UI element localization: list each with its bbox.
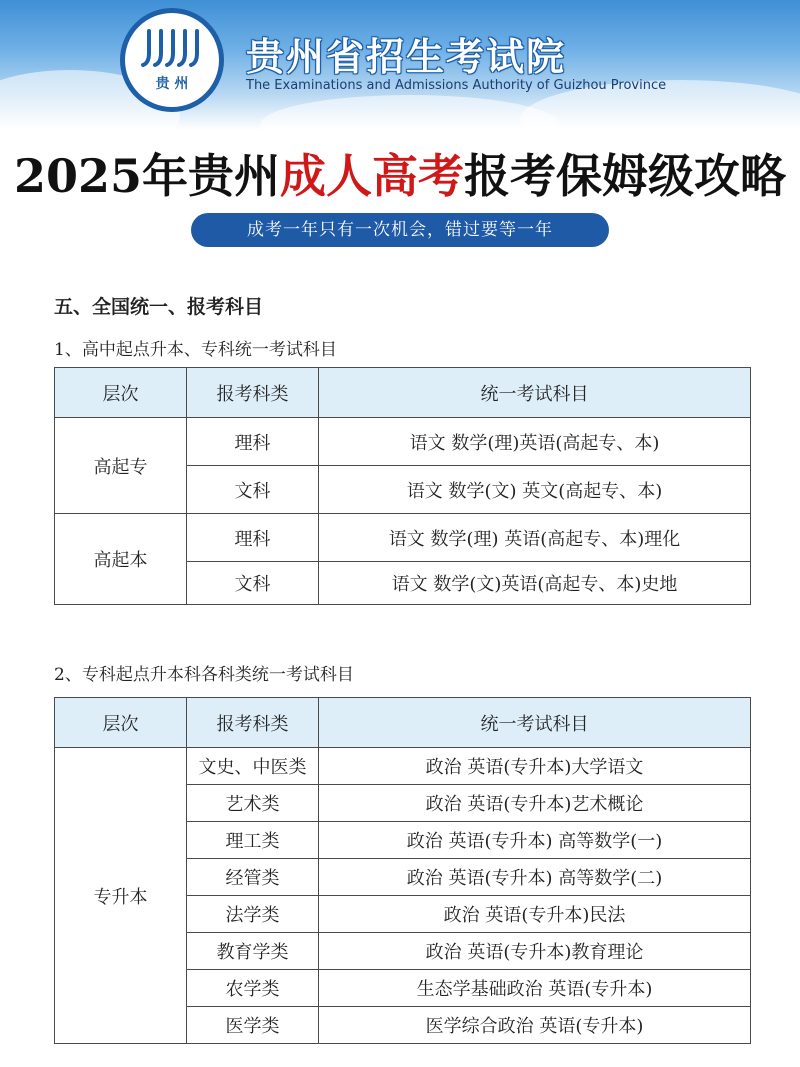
level-cell: 高起专 [55, 418, 187, 514]
title-part-1: 2025年贵州 [13, 149, 281, 203]
category-cell: 理科 [187, 418, 319, 466]
subjects-cell: 医学综合政治 英语(专升本) [319, 1007, 751, 1044]
level-cell: 高起本 [55, 514, 187, 605]
table-row [55, 418, 751, 466]
table2-caption: 2、专科起点升本科各科类统一考试科目 [54, 665, 354, 685]
subjects-cell: 政治 英语(专升本)艺术概论 [319, 785, 751, 822]
org-logo [120, 8, 224, 112]
logo-city-text: 贵 州 [155, 76, 189, 92]
subjects-cell: 生态学基础政治 英语(专升本) [319, 970, 751, 1007]
category-cell: 经管类 [187, 859, 319, 896]
page-title [0, 140, 800, 206]
category-cell: 法学类 [187, 896, 319, 933]
org-name-cn: 贵州省招生考试院 [246, 35, 567, 79]
subjects-cell: 语文 数学(文) 英文(高起专、本) [319, 466, 751, 514]
table2 [54, 697, 751, 1044]
header-cell: 统一考试科目 [319, 368, 751, 418]
table-row [55, 514, 751, 562]
category-cell: 理科 [187, 514, 319, 562]
table1-caption: 1、高中起点升本、专科统一考试科目 [54, 340, 337, 360]
subjects-cell: 语文 数学(理) 英语(高起专、本)理化 [319, 514, 751, 562]
header-banner [0, 0, 800, 130]
title-part-2: 报考保姆级攻略 [464, 149, 787, 203]
category-cell: 农学类 [187, 970, 319, 1007]
category-cell: 文科 [187, 466, 319, 514]
category-cell: 文科 [187, 562, 319, 605]
category-cell: 教育学类 [187, 933, 319, 970]
category-cell: 艺术类 [187, 785, 319, 822]
cloud-decoration [260, 95, 560, 130]
section-heading: 五、全国统一、报考科目 [54, 296, 264, 318]
header-cell: 层次 [55, 698, 187, 748]
table-header-row [55, 698, 751, 748]
header-cell: 统一考试科目 [319, 698, 751, 748]
subjects-cell: 语文 数学(文)英语(高起专、本)史地 [319, 562, 751, 605]
header-cell: 报考科类 [187, 368, 319, 418]
table-row [55, 748, 751, 785]
subtitle-pill: 成考一年只有一次机会，错过要等一年 [191, 213, 609, 247]
logo-mark-icon [139, 23, 205, 73]
subjects-cell: 语文 数学(理)英语(高起专、本) [319, 418, 751, 466]
header-cell: 层次 [55, 368, 187, 418]
table1 [54, 367, 751, 605]
subjects-cell: 政治 英语(专升本)教育理论 [319, 933, 751, 970]
level-cell: 专升本 [55, 748, 187, 1044]
category-cell: 医学类 [187, 1007, 319, 1044]
subjects-cell: 政治 英语(专升本)民法 [319, 896, 751, 933]
subjects-cell: 政治 英语(专升本) 高等数学(一) [319, 822, 751, 859]
header-cell: 报考科类 [187, 698, 319, 748]
table-header-row [55, 368, 751, 418]
subjects-cell: 政治 英语(专升本)大学语文 [319, 748, 751, 785]
subjects-cell: 政治 英语(专升本) 高等数学(二) [319, 859, 751, 896]
category-cell: 文史、中医类 [187, 748, 319, 785]
title-highlight: 成人高考 [280, 149, 465, 203]
org-name-en: The Examinations and Admissions Authority of Guizhou Province [246, 78, 667, 93]
category-cell: 理工类 [187, 822, 319, 859]
